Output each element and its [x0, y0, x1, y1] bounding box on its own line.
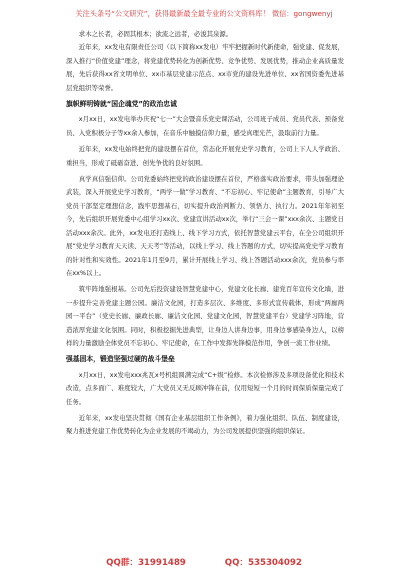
section-heading: 旗帜鲜明铸就“国企魂党”的政治忠诚 [66, 100, 177, 109]
qq-group: QQ群：31991489 [106, 558, 186, 568]
footer [0, 556, 408, 568]
paragraph: x月xx日，xx发电举办庆祝“七一”大会暨音乐党史课活动，公司班子成员、党员代表、预备党员、入党积极分子等xx余人参加，在音乐中触摸信仰力量，感受真理光芒，汲取前行力量。 [66, 115, 344, 137]
paragraph: x月xx日，xx发电xxx兆瓦x号机组圆满完成“C+级”检修。本次检修涉及多项设备优化和技术改造，点多面广、难度较大，广大党员又无反顾冲锋在前，仅用短短一个月的时间保质保量完成了任务。 [66, 370, 344, 406]
document-body [66, 28, 344, 439]
paragraph: 近年来，xx发电始终把党的建设摆在首位，常态化开展党史学习教育，公司上下人人学政治、重担当，形成了砥砺奋进、创先争优的良好氛围。 [66, 145, 344, 167]
paragraph: 求木之长者，必固其根本；欲流之远者，必浚其泉源。 [78, 30, 233, 38]
header-banner: 关注头条号“公文研究”，获得最新最全最专业的公文资料库！ 微信：gongwenyj [75, 9, 333, 18]
qq-contact: QQ：535304092 [224, 558, 302, 568]
section-heading: 强基固本，锻造坚强过硬的战斗堡垒 [66, 355, 175, 364]
paragraph: 近年来，xx发电坚决贯彻《国有企业基层组织工作条例》，着力强化组织、队伍、制度建设，聚力推进党建工作优势转化为企业发展的不竭动力，为公司发展提供坚强的组织保证。 [66, 413, 344, 436]
paragraph: 近年来，xx发电有限责任公司（以下简称xx发电）牢牢把握新时代新使命，强党建、促发展，深入推行“价值党建”理念，将党建优势转化为创新优势、竞争优势、发展优势，推动企业高质量发展，先后获得xx省文明单位、xx市基层党建示范点、xx市党的建设先进单位、xx省国资委先进基层党组织等荣誉。 [66, 43, 344, 92]
paragraph: 筑牢阵地强根基。公司先后投资建设智慧党建中心，党建文化长廊、建党百年宣传文化墙，进一步提升完善党建主题公园。廉洁文化园，打造多层次、多维度、多形式宣传载体，形成“两廊两园一平台”（党史长廊、廉政长廊、廉洁文化园、党建文化园，智慧党建平台）党建学习阵地，营造浓厚党建文化氛围。同时，积极挖掘先进典型，让身边人讲身边事，用身边事感染身边人，以榜样的力量激励全体党员不忘初心、牢记使命，在工作中发挥先锋模范作用，争创一流工作业绩。 [66, 285, 344, 347]
paragraph: 真学真信强信仰。公司党委始终把党的政治建设摆在首位，严格落实政治要求，带头加强理论武装，深入开展党史学习教育，“两学一做”学习教育、“不忘初心、牢记使命”主题教育，引导广大党员干部坚定理想信念，践牢思想基石，切实提升政治判断力、领悟力、执行力。2021年年初至今，先后组织开展党委中心组学习xx次、党建宣讲活动xx次，举行“三会一课”xxx余次、主题党日活动xxx余次。此外，xx发电还打造线上、线下学习方式，依托智慧党建云平台，在全公司组织开展“党史学习教育天天读、天天考”等活动，以线上学习、线上答题的方式，切实提高党史学习教育的针对性和实效性。2021年1月至9月，累计开展线上学习、线上答题活动xxx余次，党员参与率在xx%以上。 [66, 175, 344, 277]
